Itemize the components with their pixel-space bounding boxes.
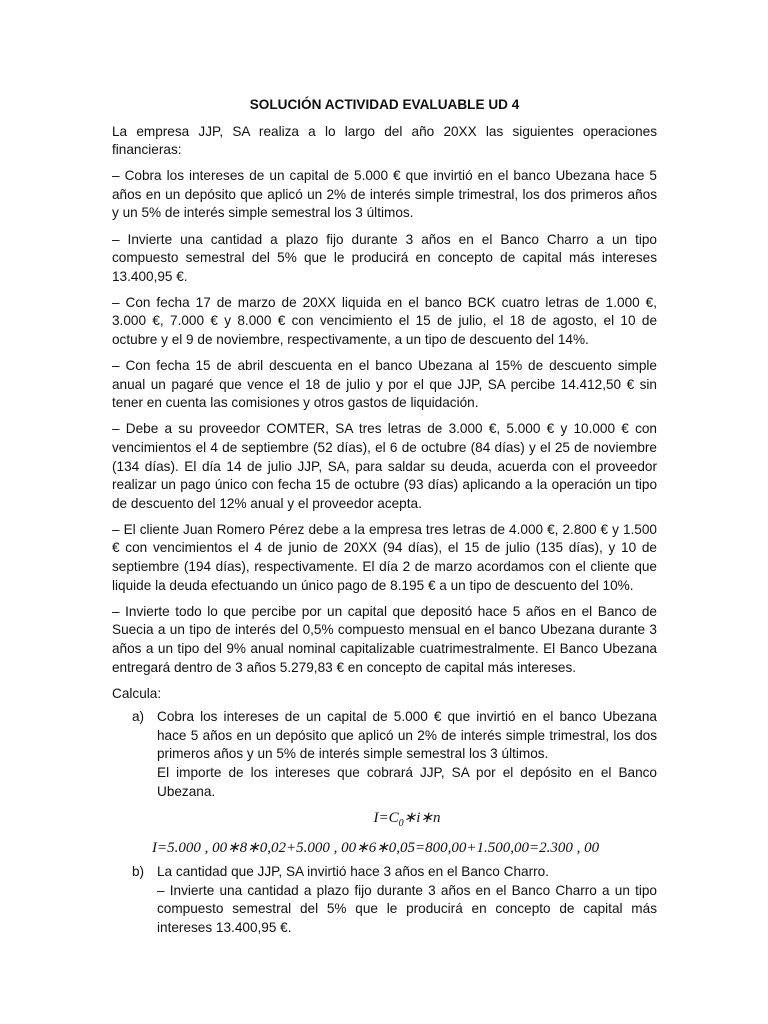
intro-paragraph: La empresa JJP, SA realiza a lo largo del año 20XX las siguientes operaciones financieras:: [112, 123, 657, 158]
document-page: [112, 96, 657, 944]
operation-paragraph-3: – Con fecha 17 de marzo de 20XX liquida en el banco BCK cuatro letras de 1.000 €, 3.000 €, 7.000 € y 8.000 € con vencimiento el 15 de julio, el 18 de agosto, el 10 de octubre y el 9 de noviembre, respectivamente, a un tipo de descuento del 14%.: [112, 294, 657, 348]
formula-left: I=C: [373, 810, 399, 827]
operation-paragraph-1: – Cobra los intereses de un capital de 5.000 € que invirtió en el banco Ubezana hace 5 años en un depósito que aplicó un 2% de interés simple trimestral, los dos primeros años y un 5% de interés simple semestral los 3 últimos.: [112, 168, 657, 221]
item-b-sub: – Invierte una cantidad a plazo fijo durante 3 años en el Banco Charro a un tipo compuesto semestral del 5% que le producirá en concepto de capital más intereses 13.400,95 €.: [157, 882, 657, 935]
operation-paragraph-4: – Con fecha 15 de abril descuenta en el banco Ubezana al 15% de descuento simple anual un pagaré que vence el 18 de julio y por el que JJP, SA percibe 14.412,50 € sin tener en cuenta las comisiones y otros gastos de liquidación.: [112, 358, 657, 411]
operation-paragraph-7: – Invierte todo lo que percibe por un capital que depositó hace 5 años en el Banco de Suecia a un tipo de interés del 0,5% compuesto mensual en el banco Ubezana durante 3 años a un tipo del 9% anual nominal capitalizable cuatrimestralmente. El Banco Ubezana entregará dentro de 3 años 5.279,83 € en concepto de capital más intereses.: [112, 603, 657, 675]
document-title: SOLUCIÓN ACTIVIDAD EVALUABLE UD 4: [249, 97, 520, 112]
item-b-label: b): [132, 864, 145, 880]
operation-paragraph-5: – Debe a su proveedor COMTER, SA tres letras de 3.000 €, 5.000 € y 10.000 € con vencimientos el 4 de septiembre (52 días), el 6 de octubre (84 días) y el 25 de noviembre (134 días). El día 14 de julio JJP, SA, para saldar su deuda, acuerda con el proveedor realizar un pago único con fecha 15 de octubre (93 días) aplicando a la operación un tipo de descuento del 12% anual y el proveedor acepta.: [112, 421, 657, 511]
item-a-text: Cobra los intereses de un capital de 5.000 € que invirtió en el banco Ubezana hace 5 años en un depósito que aplicó un 2% de interés simple trimestral, los dos primeros años y un 5% de interés simple semestral los 3 últimos.: [157, 709, 657, 762]
item-b-text: La cantidad que JJP, SA invirtió hace 3 años en el Banco Charro.: [157, 864, 549, 880]
interest-formula: [112, 807, 657, 835]
operation-paragraph-6: – El cliente Juan Romero Pérez debe a la empresa tres letras de 4.000 €, 2.800 € y 1.500 € con vencimientos el 4 de junio de 20XX (94 días), el 15 de julio (135 días), y 10 de septiembre (194 días), respectivamente. El día 2 de marzo acordamos con el cliente que liquide la deuda efectuando un único pago de 8.195 € a un tipo de descuento del 10%.: [112, 521, 657, 593]
formula-subscript: 0: [398, 818, 404, 830]
calcula-heading: Calcula:: [112, 685, 162, 701]
list-item-a: [112, 708, 657, 801]
item-a-label: a): [132, 709, 145, 725]
list-item-b: [112, 863, 657, 937]
formula-right: ∗i∗n: [403, 810, 441, 827]
item-a-answer: El importe de los intereses que cobrará JJP, SA por el depósito en el Banco Ubezana.: [157, 765, 657, 799]
interest-calculation: I=5.000 , 00∗8∗0,02+5.000 , 00∗6∗0,05=800,00+1.500,00=2.300 , 00: [152, 840, 600, 857]
operation-paragraph-2: – Invierte una cantidad a plazo fijo durante 3 años en el Banco Charro a un tipo compuesto semestral del 5% que le producirá en concepto de capital más intereses 13.400,95 €.: [112, 231, 657, 284]
